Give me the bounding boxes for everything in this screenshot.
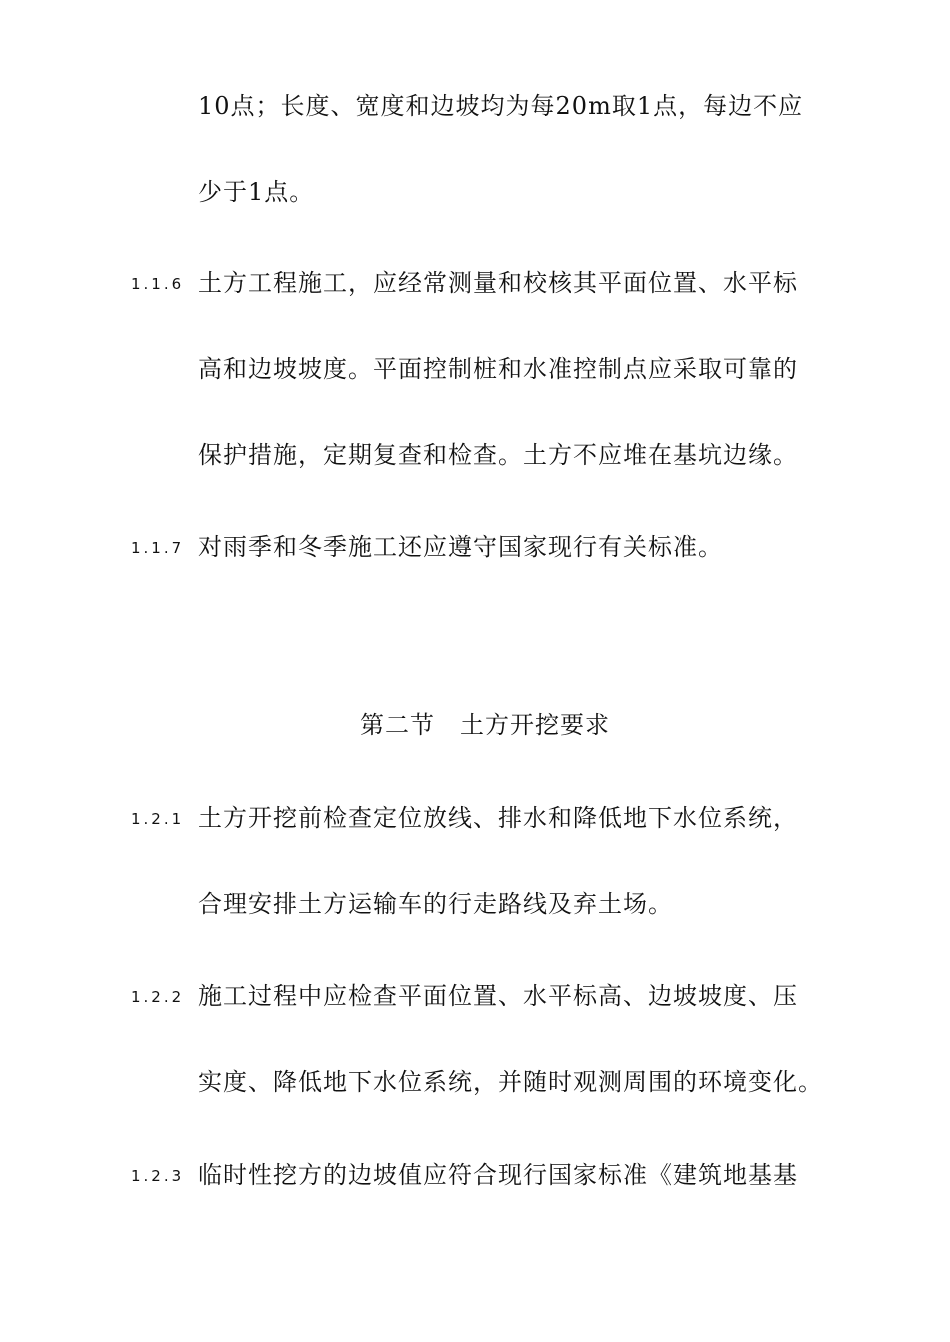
paragraph-line: 保护措施，定期复查和检查。土方不应堆在基坑边缘。 <box>198 441 798 469</box>
paragraph-line: 土方开挖前检查定位放线、排水和降低地下水位系统， <box>198 804 798 832</box>
paragraph-line: 合理安排土方运输车的行走路线及弃土场。 <box>198 890 673 918</box>
clause-number: 1.2.3 <box>131 1167 185 1185</box>
paragraph-line: 施工过程中应检查平面位置、水平标高、边坡坡度、压 <box>198 982 798 1010</box>
clause-number: 1.2.2 <box>131 988 185 1006</box>
paragraph-line: 10点；长度、宽度和边坡均为每20m取1点，每边不应 <box>198 92 804 120</box>
paragraph-line: 实度、降低地下水位系统，并随时观测周围的环境变化。 <box>198 1068 823 1096</box>
clause-number: 1.1.6 <box>131 275 185 293</box>
paragraph-line: 临时性挖方的边坡值应符合现行国家标准《建筑地基基 <box>198 1161 798 1189</box>
paragraph-line: 土方工程施工，应经常测量和校核其平面位置、水平标 <box>198 269 798 297</box>
section-heading: 第二节 土方开挖要求 <box>360 711 610 739</box>
clause-number: 1.1.7 <box>131 539 185 557</box>
paragraph-line: 少于1点。 <box>198 178 315 206</box>
paragraph-line: 高和边坡坡度。平面控制桩和水准控制点应采取可靠的 <box>198 355 798 383</box>
clause-number: 1.2.1 <box>131 810 185 828</box>
paragraph-line: 对雨季和冬季施工还应遵守国家现行有关标准。 <box>198 533 723 561</box>
